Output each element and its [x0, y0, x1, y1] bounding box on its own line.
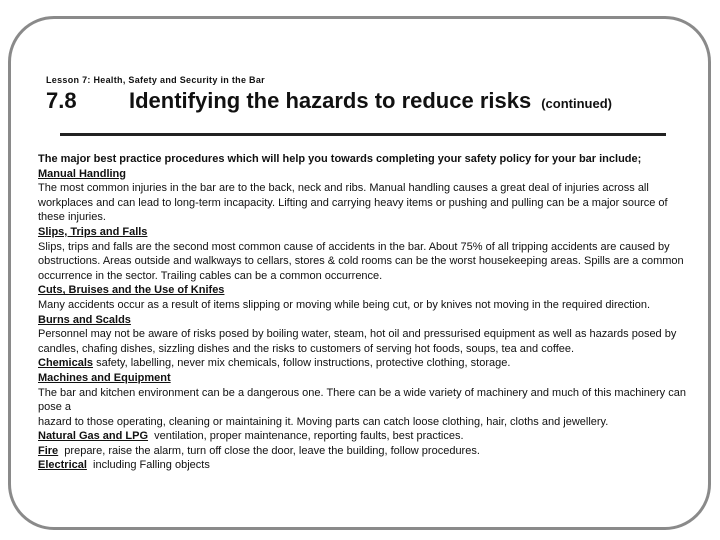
section-heading-manual-handling: Manual Handling: [38, 167, 126, 180]
section-body-cuts: Many accidents occur as a result of items slipping or moving while being cut, or by knives not moving in the required direction.: [38, 298, 651, 311]
lesson-label: Lesson 7: Health, Safety and Security in the Bar: [46, 75, 265, 85]
section-gas: [38, 429, 686, 444]
section-heading-burns: Burns and Scalds: [38, 313, 131, 326]
section-body-burns: Personnel may not be aware of risks posed by boiling water, steam, hot oil and pressurised equipment as well as hazards posed by candles, chafing dishes, sizzling dishes and the risks to customers of serving hot foods, soups, tea and coffee.: [38, 328, 677, 355]
title-row: [46, 88, 612, 114]
section-body-slips: Slips, trips and falls are the second most common cause of accidents in the bar. About 75% of all tripping accidents are caused by obstructions. Areas outside and walkways to cellars, stores & cold rooms can be the worst housekeeping areas. Spills are a common occurrence in the sector. Trailing cables can be a common occurrence.: [38, 240, 684, 282]
section-heading-chemicals: Chemicals: [38, 357, 94, 370]
section-number: 7.8: [46, 88, 77, 113]
section-heading-gas: Natural Gas and LPG: [38, 430, 149, 443]
section-body-machines-2: hazard to those operating, cleaning or maintaining it. Moving parts can catch loose clothing, hair, cloths and jewellery.: [38, 415, 609, 428]
intro-text: The major best practice procedures which will help you towards completing your safety policy for your bar include;: [38, 153, 642, 165]
title-divider: [60, 133, 666, 136]
section-heading-electrical: Electrical: [38, 459, 87, 472]
page-title: Identifying the hazards to reduce risks: [129, 88, 532, 113]
section-chemicals: [38, 356, 686, 371]
section-body-gas: ventilation, proper maintenance, reporting faults, best practices.: [148, 430, 464, 443]
section-heading-machines: Machines and Equipment: [38, 371, 171, 384]
content-body: [38, 152, 686, 473]
section-body-machines-1: The bar and kitchen environment can be a dangerous one. There can be a wide variety of machinery and much of this machinery can pose a: [38, 386, 686, 414]
section-electrical: [38, 458, 686, 473]
section-body-fire: prepare, raise the alarm, turn off close the door, leave the building, follow procedures.: [58, 444, 480, 457]
continued-label: (continued): [541, 96, 612, 111]
section-body-manual-handling: The most common injuries in the bar are to the back, neck and ribs. Manual handling causes a great deal of injuries across all workplaces and can lead to long-term incapacity. Lifting and carrying heavy items or pushing and pulling can be a major source of these injuries.: [38, 182, 668, 224]
section-heading-fire: Fire: [38, 444, 59, 457]
section-body-chemicals: safety, labelling, never mix chemicals, follow instructions, protective clothing, storage.: [93, 357, 511, 370]
section-heading-slips: Slips, Trips and Falls: [38, 225, 148, 238]
section-fire: [38, 444, 686, 459]
section-heading-cuts: Cuts, Bruises and the Use of Knifes: [38, 284, 225, 297]
section-body-electrical: including Falling objects: [86, 459, 210, 472]
